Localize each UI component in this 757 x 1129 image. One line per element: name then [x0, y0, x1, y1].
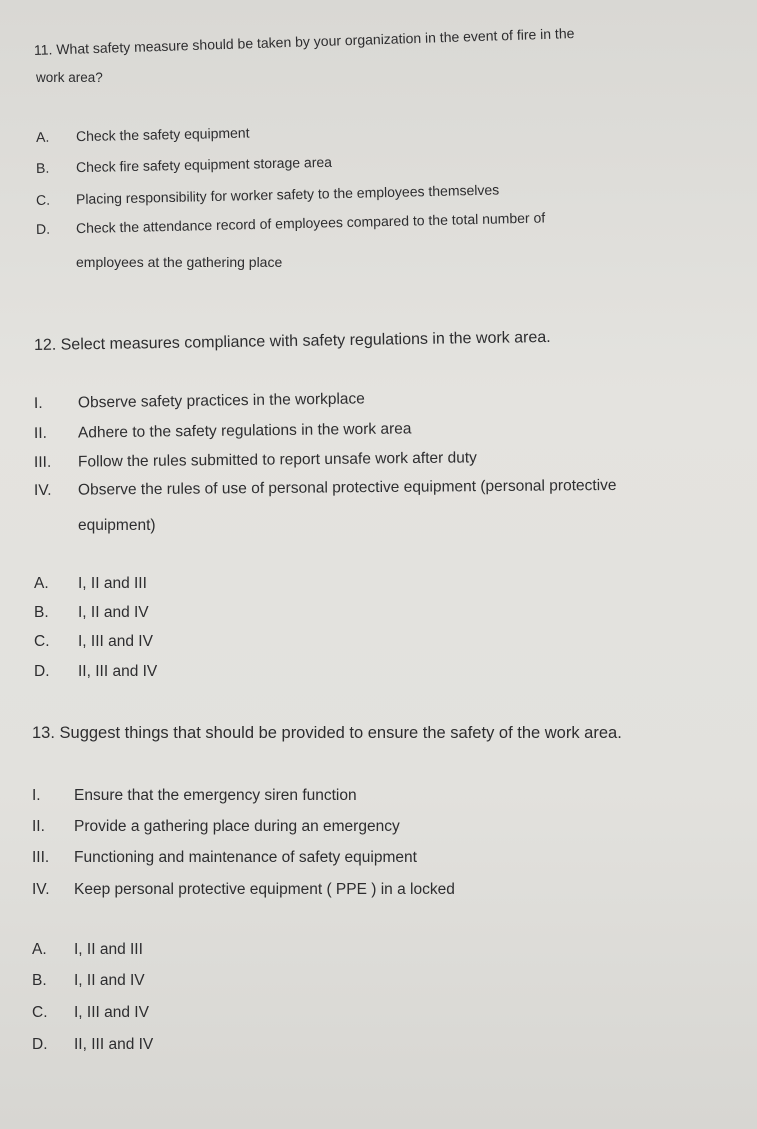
q13-statement-iv [32, 880, 455, 900]
q13-option-text: I, II and III [74, 941, 143, 958]
q13-option-a [32, 940, 143, 960]
q13-option-label: B. [32, 972, 47, 989]
q12-option-text: I, II and III [78, 575, 147, 592]
q11-option-text: Placing responsibility for worker safety to the employees themselves [75, 181, 500, 208]
q12-option-d [34, 662, 157, 682]
q11-option-d [36, 207, 546, 239]
q11-option-a [36, 123, 250, 147]
q13-option-d [32, 1035, 153, 1055]
q11-option-label: C. [35, 191, 51, 208]
q12-statement-i [34, 389, 365, 414]
q11-option-d-line2: employees at the gathering place [76, 254, 283, 270]
q13-stem: 13. Suggest things that should be provided to ensure the safety of the work area. [32, 724, 622, 742]
q12-statement-text: Adhere to the safety regulations in the work area [77, 420, 412, 442]
q13-statement-text: Functioning and maintenance of safety equipment [74, 849, 417, 866]
q13-statement-label: I. [32, 787, 41, 804]
q12-statement-text: Observe the rules of use of personal protective equipment (personal protective [77, 476, 617, 499]
q13-option-label: A. [32, 941, 47, 958]
q12-option-label: B. [34, 604, 49, 621]
q12-statement-iii [34, 448, 477, 473]
q11-option-label: A. [35, 128, 50, 145]
q12-statement-text: Observe safety practices in the workplace [77, 390, 365, 412]
q12-statement-label: II. [33, 424, 48, 442]
q13-option-text: I, II and IV [74, 972, 145, 989]
q13-statement-text: Provide a gathering place during an emergency [74, 818, 400, 835]
q13-option-text: I, III and IV [74, 1004, 149, 1021]
q13-option-b [32, 971, 145, 991]
q13-option-c [32, 1003, 149, 1023]
q12-stem: 12. Select measures compliance with safety regulations in the work area. [33, 328, 551, 354]
q11-option-label: B. [35, 159, 50, 176]
q13-option-label: D. [32, 1036, 48, 1053]
q13-statement-label: IV. [32, 881, 50, 898]
q12-option-a [34, 574, 147, 594]
q13-statement-i [32, 786, 357, 806]
q12-statement-ii [34, 419, 412, 444]
q11-option-label: D. [35, 220, 51, 237]
q12-option-label: A. [34, 575, 49, 592]
q13-statement-label: III. [32, 849, 50, 866]
q12-option-text: I, II and IV [78, 604, 149, 621]
q12-option-text: I, III and IV [78, 633, 153, 650]
q12-statement-label: I. [33, 394, 43, 412]
q12-statement-iv [34, 476, 617, 501]
q11-option-b [36, 152, 332, 178]
q12-option-b [34, 603, 149, 623]
q11-option-text: Check fire safety equipment storage area [75, 153, 333, 176]
q13-option-text: II, III and IV [74, 1036, 154, 1053]
q12-statement-text: Follow the rules submitted to report unsafe work after duty [77, 449, 477, 471]
q13-statement-text: Keep personal protective equipment ( PPE ) in a locked [74, 881, 455, 898]
q12-statement-label: IV. [33, 481, 52, 499]
q12-statement-label: III. [33, 453, 52, 471]
q11-option-c [36, 179, 500, 210]
q13-option-label: C. [32, 1004, 48, 1021]
q12-option-label: D. [34, 663, 50, 680]
q13-statement-label: II. [32, 818, 45, 835]
q13-statement-ii [32, 817, 400, 837]
q12-option-c [34, 632, 153, 652]
q12-option-text: II, III and IV [78, 663, 158, 680]
q11-stem-line1: 11. What safety measure should be taken by your organization in the event of fire in the [33, 25, 575, 58]
q11-stem-line2: work area? [36, 70, 103, 85]
q13-statement-iii [32, 848, 417, 868]
q13-statement-text: Ensure that the emergency siren function [74, 787, 357, 804]
q12-statement-iv-line2: equipment) [78, 517, 156, 534]
q11-option-text: Check the attendance record of employees compared to the total number of [75, 209, 546, 237]
q12-option-label: C. [34, 633, 50, 650]
q11-option-text: Check the safety equipment [75, 124, 250, 145]
